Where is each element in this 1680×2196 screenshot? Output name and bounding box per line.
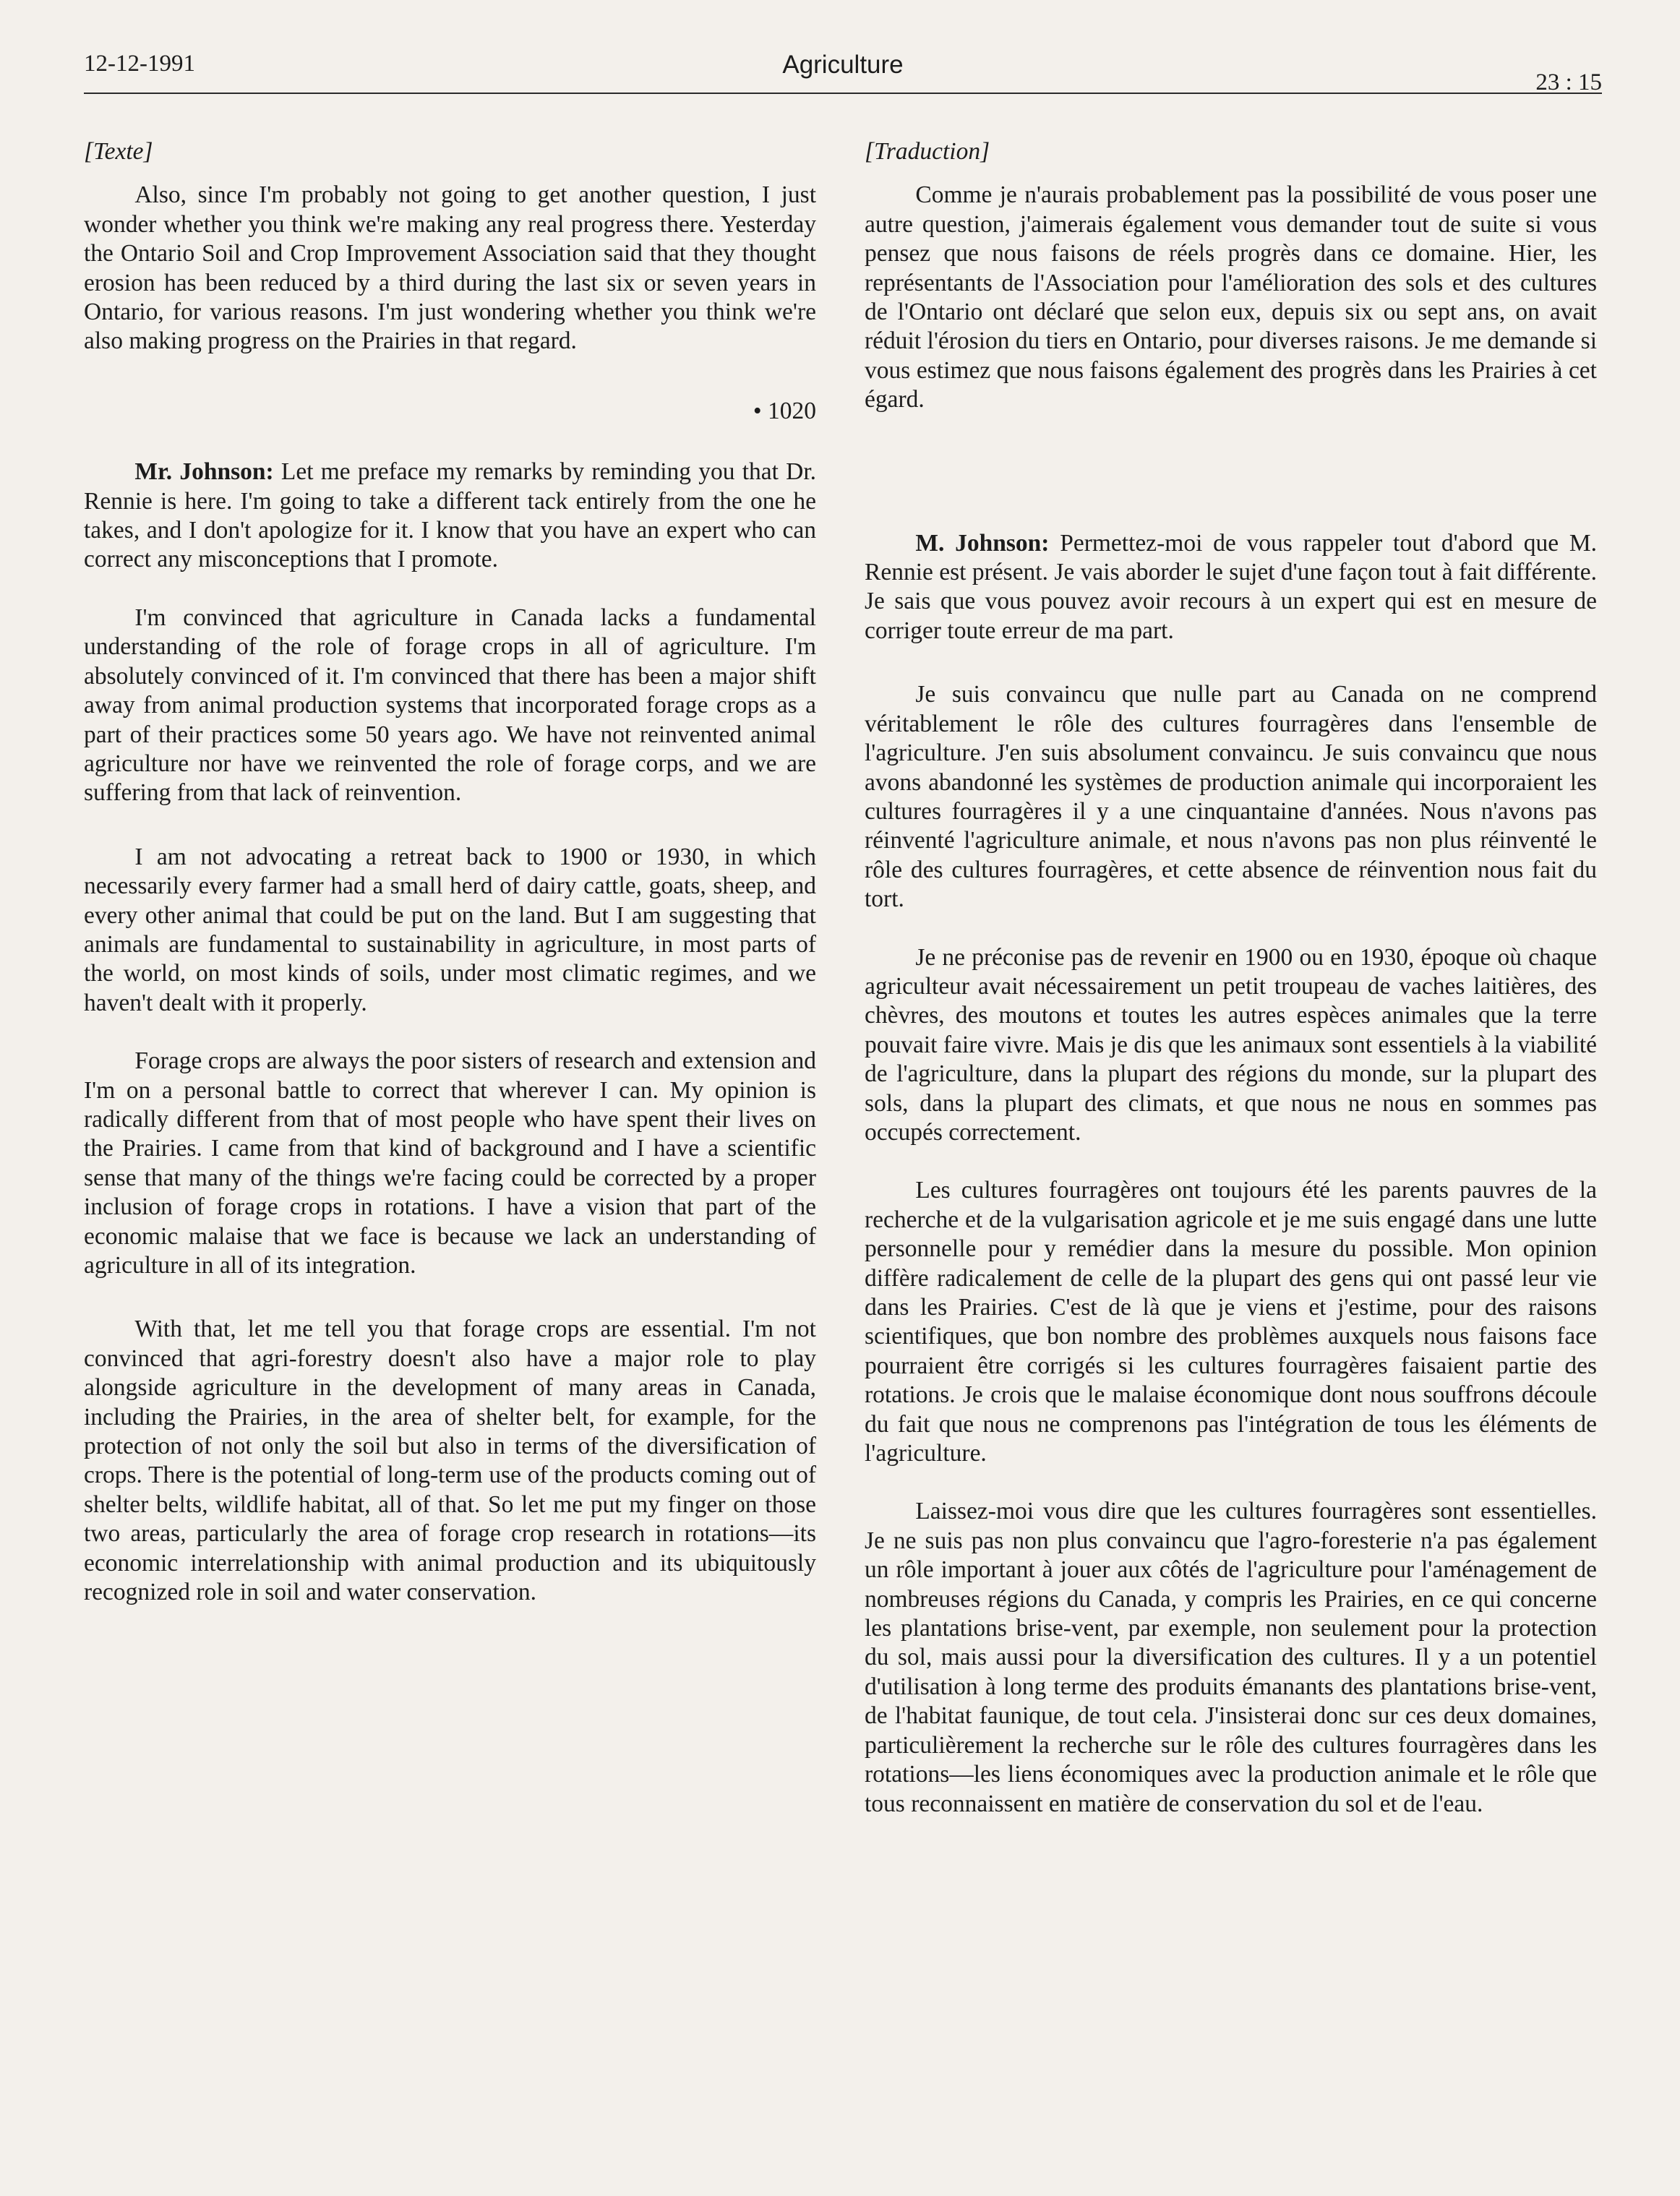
paragraph [865,529,1597,646]
header-rule [84,93,1602,94]
speech-text: Permettez-moi de vous rappeler tout d'abord que M. Rennie est présent. Je vais aborder le sujet d'une façon tout à fait différente. Je sais que vous pouvez avoir recours à un expert qui est en mesure de corriger toute erreur de ma part. [865,529,1598,644]
speaker-name: Mr. Johnson: [134,458,274,486]
left-column-english [84,137,816,1607]
header-title: Agriculture [782,51,904,79]
paragraph: Les cultures fourragères ont toujours été les parents pauvres de la recherche et de la vulgarisation agricole et je me suis engagé dans une lutte personnelle pour y remédier dans la mesure du possible. Mon opinion diffère radicalement de celle de la plupart des gens qui ont passé leur vie dans les Prairies. C'est de là que je viens et j'estime, pour des raisons scientifiques, que bon nombre des problèmes auxquels nous faisons face pourraient être corrigés si les cultures fourragères faisaient partie des rotations. Je crois que le malaise économique dont nous souffrons découle du fait que nous ne comprenons pas l'intégration de tous les éléments de l'agriculture. [865,1177,1597,1467]
header-page-number: 23 : 15 [1535,69,1602,95]
paragraph [84,458,816,575]
paragraph: Je ne préconise pas de revenir en 1900 ou en 1930, époque où chaque agriculteur avait nécessairement un petit troupeau de vaches laitières, des chèvres, des moutons et toutes les autres espèces animales que la terre pouvait faire vivre. Mais je dis que les animaux sont essentiels à la viabilité de l'agriculture, dans la plupart des régions du monde, sur la plupart des sols, dans la plupart des climats, et que nous ne nous en sommes pas occupés correctement. [865,943,1597,1146]
right-column-french [865,137,1597,1819]
paragraph: I am not advocating a retreat back to 1900 or 1930, in which necessarily every farmer had a small herd of dairy cattle, goats, sheep, and every other animal that could be put on the land. But I am suggesting that animals are fundamental to sustainability in agriculture, in most parts of the world, on most kinds of soils, under most climatic regimes, and we haven't dealt with it properly. [84,843,816,1016]
header-date: 12-12-1991 [84,51,195,77]
speaker-name: M. Johnson: [915,529,1050,557]
paragraph: Comme je n'aurais probablement pas la possibilité de vous poser une autre question, j'aimerais également vous demander tout de suite si vous pensez que nous faisons de réels progrès dans ce domaine. Hier, les représentants de l'Association pour l'amélioration des sols et des cultures de l'Ontario ont déclaré que selon eux, depuis six ou sept ans, on avait réduit l'érosion du tiers en Ontario, pour diverses raisons. Je me demande si vous estimez que nous faisons également des progrès dans les Prairies à cet égard. [865,181,1597,413]
page-header [84,51,1602,94]
paragraph: Laissez-moi vous dire que les cultures fourragères sont essentielles. Je ne suis pas non plus convaincu que l'agro-foresterie n'a pas également un rôle important à jouer aux côtés de l'agriculture pour l'aménagement de nombreuses régions du Canada, y compris les Prairies, en ce qui concerne les plantations brise-vent, par exemple, non seulement pour la protection du sol, mais aussi pour la diversification des cultures. Il y a un potentiel d'utilisation à long terme des produits émanants des plantations brise-vent, de l'habitat faunique, de tout cela. J'insisterai donc sur ces deux domaines, particulièrement la recherche sur le rôle des cultures fourragères dans les rotations—les liens économiques avec la production animale et le rôle que tous reconnaissent en matière de conservation du sol et de l'eau. [865,1498,1597,1817]
time-marker: • 1020 [753,397,816,424]
language-tag: [Texte] [84,138,153,165]
paragraph: With that, let me tell you that forage crops are essential. I'm not convinced that agri-forestry doesn't also have a major role to play alongside agriculture in the development of many areas in Canada, including the Prairies, in the area of shelter belt, for example, for the protection of not only the soil but also in terms of the diversification of crops. There is the potential of long-term use of the products coming out of shelter belts, wildlife habitat, all of that. So let me put my finger on those two areas, particularly the area of forage crop research in rotations—its economic interrelationship with animal production and its ubiquitously recognized role in soil and water conservation. [84,1316,816,1606]
paragraph: I'm convinced that agriculture in Canada lacks a fundamental understanding of the role of forage crops in all of agriculture. I'm absolutely convinced of it. I'm convinced that there has been a major shift away from animal production systems that incorporated forage crops as a part of their practices some 50 years ago. We have not reinvented animal agriculture nor have we reinvented the role of forage corps, and we are suffering from that lack of reinvention. [84,604,816,807]
paragraph: Also, since I'm probably not going to get another question, I just wonder whether you think we're making any real progress there. Yesterday the Ontario Soil and Crop Improvement Association said that they thought erosion has been reduced by a third during the last six or seven years in Ontario, for various reasons. I'm just wondering whether you think we're also making progress on the Prairies in that regard. [84,181,816,355]
speech-text: Let me preface my remarks by reminding you that Dr. Rennie is here. I'm going to take a different tack entirely from the one he takes, and I don't apologize for it. I know that you have an expert who can correct any misconceptions that I promote. [84,458,817,573]
paragraph: Forage crops are always the poor sisters of research and extension and I'm on a personal battle to correct that wherever I can. My opinion is radically different from that of most people who have spent their lives on the Prairies. I came from that kind of background and I have a scientific sense that many of the things we're facing could be corrected by a proper inclusion of forage crops in rotations. I have a vision that part of the economic malaise that we face is because we lack an understanding of agriculture in all of its integration. [84,1047,816,1279]
language-tag: [Traduction] [865,138,990,165]
paragraph: Je suis convaincu que nulle part au Canada on ne comprend véritablement le rôle des cultures fourragères dans l'ensemble de l'agriculture. J'en suis absolument convaincu. Je suis convaincu que nous avons abandonné les systèmes de production animale qui incorporaient les cultures fourragères il y a une cinquantaine d'années. Nous n'avons pas réinventé l'agriculture animale, et nous n'avons pas non plus réinventé le rôle des cultures fourragères, et cette absence de réinvention nous fait du tort. [865,681,1597,913]
